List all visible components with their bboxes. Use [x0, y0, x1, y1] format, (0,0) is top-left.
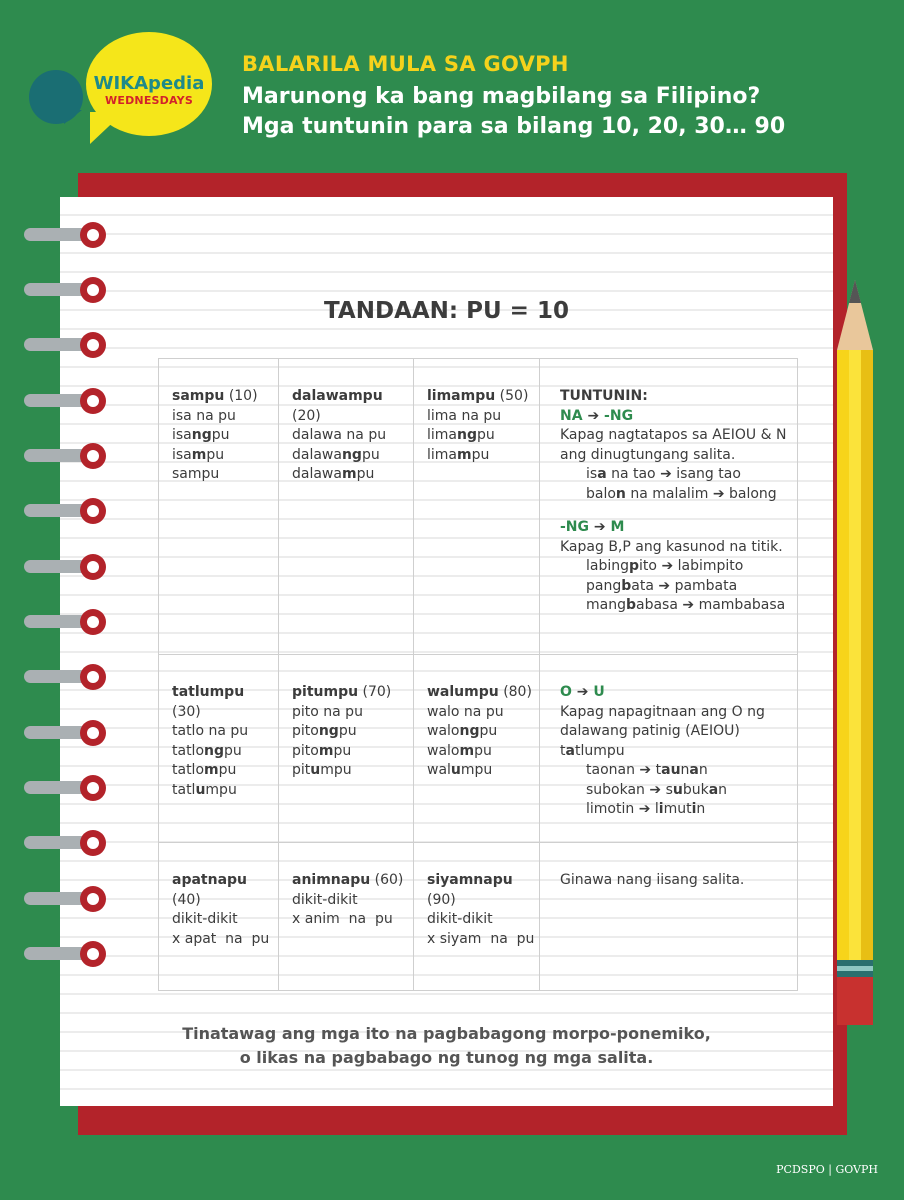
text: subokan: [586, 781, 645, 798]
bold-text: a: [597, 466, 607, 482]
cell-line: [292, 446, 409, 466]
bold-text: ng: [191, 427, 212, 443]
cell-line: [292, 761, 409, 781]
text: taonan: [586, 762, 635, 778]
text: mambabasa: [698, 597, 786, 613]
logo-main-text: WIKApedia: [93, 73, 205, 94]
cell-line: sampu: [172, 466, 220, 482]
cell-number: (90): [427, 891, 456, 908]
text: labimpito: [677, 558, 744, 574]
text: mpu: [460, 762, 493, 778]
arrow-right-icon: ➔: [658, 577, 671, 594]
text: dalawa: [292, 466, 342, 482]
table-row: [159, 359, 798, 655]
cell-rules-compound: [540, 843, 798, 991]
rule-to: -NG: [604, 407, 634, 424]
rule-example: [560, 761, 793, 781]
text: mpu: [205, 781, 237, 798]
text: pu: [206, 446, 225, 463]
cell-limampu: [414, 359, 540, 655]
text: isa: [172, 427, 192, 443]
cell-word: dalawampu: [292, 388, 383, 404]
cell-line: walo na pu: [427, 703, 504, 720]
rule-example: [560, 800, 793, 820]
text: pu: [338, 723, 357, 739]
rule-description: Ginawa nang iisang salita.: [560, 872, 745, 888]
footer-line-1: Tinatawag ang mga ito na pagbabagong morpo-ponemiko,: [182, 1024, 711, 1043]
rule-na-ng: [560, 407, 793, 427]
cell-line: [172, 761, 274, 781]
cell-line: [292, 722, 409, 742]
spiral-ring: [24, 222, 106, 248]
cell-animnapu: [279, 843, 414, 991]
arrow-right-icon: ➔: [660, 466, 672, 482]
bold-text: ng: [459, 723, 480, 739]
text: l: [654, 801, 659, 817]
bold-text: a: [565, 742, 575, 759]
arrow-right-icon: ➔: [639, 762, 652, 778]
cell-line: [292, 465, 409, 485]
cell-number: (30): [172, 703, 201, 720]
pencil-icon: [837, 280, 873, 1025]
text: pu: [356, 466, 375, 482]
rule-from: -NG: [560, 519, 590, 535]
text: tlumpu: [574, 742, 625, 759]
rules-table: [158, 358, 798, 991]
footer-note: [60, 1022, 833, 1070]
arrow-right-icon: ➔: [587, 407, 600, 424]
cell-line: x anim na pu: [292, 911, 393, 927]
text: pito: [292, 742, 319, 759]
bold-text: u: [195, 781, 206, 798]
bold-text: u: [672, 781, 683, 798]
text: ata: [631, 577, 654, 594]
bold-text: m: [459, 742, 475, 759]
bold-text: m: [318, 742, 334, 759]
cell-pitumpu: [279, 655, 414, 843]
table-row: [159, 655, 798, 843]
cell-number: (10): [228, 388, 258, 404]
text: n: [680, 762, 690, 778]
text: pu: [361, 446, 380, 463]
spiral-ring: [24, 720, 106, 746]
cell-dalawampu: [279, 359, 414, 655]
text: s: [665, 781, 673, 798]
cell-line: [427, 446, 535, 466]
text: tatlo: [172, 762, 205, 778]
arrow-right-icon: ➔: [661, 558, 674, 574]
cell-word: pitumpu: [292, 684, 359, 700]
cell-line: dikit-dikit: [427, 911, 493, 927]
text: n: [698, 762, 708, 778]
yellow-speech-bubble-tail: [90, 112, 124, 144]
bold-text: m: [191, 446, 207, 463]
bold-text: u: [310, 762, 321, 778]
bold-text: ng: [457, 427, 477, 443]
rules-heading: TUNTUNIN:: [560, 388, 648, 404]
bold-text: u: [670, 762, 681, 778]
bold-text: ng: [318, 723, 339, 739]
text: wal: [427, 762, 451, 778]
rule-description: dalawang patinig (AEIOU): [560, 723, 740, 739]
text: pu: [479, 723, 498, 739]
bold-text: ng: [341, 446, 362, 463]
cell-word: siyamnapu: [427, 872, 513, 888]
bold-text: a: [689, 762, 699, 778]
arrow-right-icon: ➔: [576, 684, 589, 700]
cell-word: tatlumpu: [172, 684, 245, 700]
cell-rules-na-ng: [540, 359, 798, 655]
text: t: [655, 762, 662, 778]
arrow-right-icon: ➔: [593, 519, 606, 535]
text: mang: [586, 597, 626, 613]
teal-speech-bubble-tail: [64, 110, 82, 124]
bold-text: a: [708, 781, 719, 798]
cell-line: [172, 742, 274, 762]
cell-line: isa na pu: [172, 407, 236, 424]
credit-text: PCDSPO | GOVPH: [776, 1163, 878, 1176]
bold-text: i: [658, 801, 664, 817]
cell-line: x siyam na pu: [427, 930, 535, 947]
cell-line: [172, 446, 274, 466]
text: ito: [639, 558, 657, 574]
rule-example: [560, 742, 793, 762]
text: pu: [211, 427, 230, 443]
headline-line-1: Marunong ka bang magbilang sa Filipino?: [242, 84, 761, 109]
rule-from: NA: [560, 407, 583, 424]
text: lima: [427, 446, 457, 463]
cell-line: dikit-dikit: [292, 891, 358, 908]
cell-number: (60): [374, 872, 404, 888]
rule-example: [560, 557, 793, 577]
text: n: [696, 801, 706, 817]
cell-line: [172, 426, 274, 446]
cell-word: walumpu: [427, 684, 499, 700]
spiral-ring: [24, 664, 106, 690]
text: pu: [218, 762, 237, 778]
bold-text: m: [204, 762, 219, 778]
cell-line: [427, 722, 535, 742]
arrow-right-icon: ➔: [712, 485, 725, 502]
bold-text: b: [625, 597, 637, 613]
text: pu: [471, 446, 490, 463]
cell-line: lima na pu: [427, 407, 502, 424]
text: pu: [333, 742, 352, 759]
cell-line: [292, 742, 409, 762]
arrow-right-icon: ➔: [638, 801, 651, 817]
bold-text: p: [629, 558, 640, 574]
text: mut: [663, 801, 692, 817]
cell-line: x apat na pu: [172, 930, 270, 947]
arrow-right-icon: ➔: [682, 597, 695, 613]
text: pito: [292, 723, 319, 739]
cell-line: [427, 742, 535, 762]
rule-description: Kapag nagtatapos sa AEIOU & N: [560, 427, 787, 443]
text: pang: [586, 577, 622, 594]
text: balong: [729, 485, 777, 502]
cell-line: tatlo na pu: [172, 723, 249, 739]
rule-description: Kapag B,P ang kasunod na titik.: [560, 538, 783, 555]
arrow-right-icon: ➔: [649, 781, 662, 798]
text: t: [560, 742, 566, 759]
rule-o-u: [560, 683, 793, 703]
text: buk: [682, 781, 709, 798]
text: n: [718, 781, 728, 798]
spiral-ring: [24, 941, 106, 967]
rule-from: O: [560, 684, 572, 700]
cell-rules-o-u: [540, 655, 798, 843]
rule-example: [560, 465, 793, 485]
spiral-ring: [24, 554, 106, 580]
cell-number: (70): [362, 684, 392, 700]
text: pu: [477, 427, 495, 443]
cell-number: (50): [499, 388, 529, 404]
cell-line: dalawa na pu: [292, 427, 387, 443]
rule-example: [560, 577, 793, 597]
text: isang tao: [676, 466, 741, 482]
cell-line: pito na pu: [292, 703, 363, 720]
text: limotin: [586, 801, 635, 817]
text: isa: [172, 446, 192, 463]
cell-line: [172, 781, 274, 801]
spiral-ring: [24, 886, 106, 912]
text: balo: [586, 485, 616, 502]
text: tatl: [172, 781, 196, 798]
rule-ng-m: [560, 518, 793, 538]
bold-text: m: [341, 466, 357, 482]
page-title: TANDAAN: PU = 10: [324, 298, 569, 324]
bold-text: u: [450, 762, 461, 778]
text: labing: [586, 558, 630, 574]
text: mpu: [320, 762, 352, 778]
rule-example: [560, 781, 793, 801]
rule-example: [560, 485, 793, 505]
text: pu: [474, 742, 492, 759]
rule-to: U: [593, 684, 605, 700]
cell-line: dikit-dikit: [172, 911, 238, 927]
bold-text: n: [615, 485, 626, 502]
spiral-ring: [24, 775, 106, 801]
text: pambata: [674, 577, 738, 594]
bold-text: i: [691, 801, 697, 817]
cell-sampu: [159, 359, 279, 655]
header-headline: [242, 82, 785, 142]
logo-sub-text: WEDNESDAYS: [105, 94, 193, 107]
bold-text: a: [661, 762, 671, 778]
wikapedia-logo: [86, 74, 212, 107]
cell-number: (40): [172, 891, 201, 908]
spiral-ring: [24, 388, 106, 414]
cell-tatlumpu: [159, 655, 279, 843]
text: na malalim: [625, 485, 709, 502]
cell-number: (20): [292, 407, 321, 424]
rule-to: M: [610, 519, 625, 535]
cell-word: limampu: [427, 388, 496, 404]
text: walo: [427, 723, 460, 739]
rule-description: ang dinugtungang salita.: [560, 446, 736, 463]
spiral-ring: [24, 830, 106, 856]
spiral-ring: [24, 609, 106, 635]
bold-text: m: [457, 446, 472, 463]
text: walo: [427, 742, 460, 759]
footer-line-2: o likas na pagbabago ng tunog ng mga salita.: [239, 1048, 654, 1067]
spiral-ring: [24, 498, 106, 524]
text: pu: [224, 742, 242, 759]
text: pit: [292, 762, 311, 778]
text: is: [586, 466, 598, 482]
headline-line-2: Mga tuntunin para sa bilang 10, 20, 30… 90: [242, 114, 786, 139]
cell-word: sampu: [172, 388, 225, 404]
header: [242, 52, 785, 142]
text: lima: [427, 427, 457, 443]
cell-walumpu: [414, 655, 540, 843]
table-row: [159, 843, 798, 991]
text: dalawa: [292, 446, 342, 463]
cell-number: (80): [503, 684, 532, 700]
header-kicker: BALARILA MULA SA GOVPH: [242, 52, 569, 76]
bold-text: ng: [204, 742, 225, 759]
bold-text: b: [621, 577, 632, 594]
rule-example: [560, 596, 793, 616]
cell-line: [427, 426, 535, 446]
text: tatlo: [172, 742, 205, 759]
cell-siyamnapu: [414, 843, 540, 991]
rule-description: Kapag napagitnaan ang O ng: [560, 703, 765, 720]
spiral-ring: [24, 443, 106, 469]
cell-word: animnapu: [292, 872, 371, 888]
cell-apatnapu: [159, 843, 279, 991]
text: na tao: [606, 466, 656, 482]
text: abasa: [636, 597, 678, 613]
cell-word: apatnapu: [172, 872, 248, 888]
cell-line: [427, 761, 535, 781]
spiral-ring: [24, 332, 106, 358]
